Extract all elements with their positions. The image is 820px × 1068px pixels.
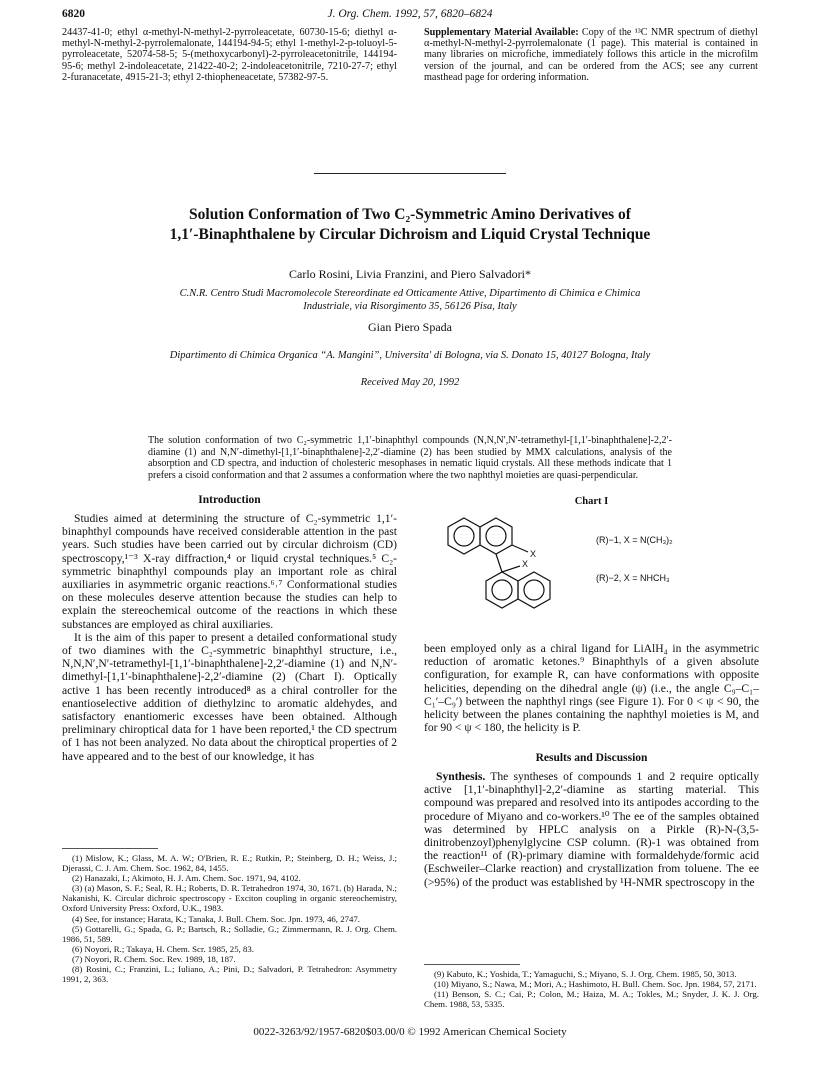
substituent-x-upper: X <box>530 549 537 559</box>
lower-aromatic-left <box>492 580 512 600</box>
synthesis-label: Synthesis. <box>436 770 486 783</box>
footnote: (4) See, for instance; Harata, K.; Tanaka, J. Bull. Chem. Soc. Jpn. 1973, 46, 2747. <box>72 913 360 924</box>
supplementary-label: Supplementary Material Available: <box>424 27 579 38</box>
footnote: (2) Hanazaki, I.; Akimoto, H. J. Am. Chem. Soc. 1971, 94, 4102. <box>72 873 301 884</box>
authors-primary: Carlo Rosini, Livia Franzini, and Piero Salvadori* <box>289 267 531 281</box>
footnote: (10) Miyano, S.; Nawa, M.; Mori, A.; Hashimoto, H. Bull. Chem. Soc. Jpn. 1984, 57, 2171. <box>434 979 757 990</box>
synthesis-text: The syntheses of compounds 1 and 2 require optically active [1,1′-binaphthyl]-2,2′-diamine as starting material. This compound was prepared and resolved into its antipodes according to the procedure of Miyano and co-workers.¹⁰ The ee of the samples obtained was determined by HPLC analysis on a Pirkle (R)-N-(3,5-dinitrobenzoyl)phenylglycine CSP column. (R)-1 was obtained from the reaction¹¹ of (R)-primary diamine with formaldehyde/formic acid (Eschweiler–Clarke reaction) and crystallization from toluene. The ee (>95%) of the product was established by ¹H-NMR spectroscopy in the <box>424 770 759 889</box>
biaryl-bond <box>496 554 502 572</box>
substituent-x-lower: X <box>522 559 529 569</box>
results-heading: Results and Discussion <box>535 752 648 764</box>
chart-heading: Chart I <box>574 496 609 507</box>
binaphthyl-structure <box>440 510 580 628</box>
supplementary-text: Copy of the ¹³C NMR spectrum of diethyl α-methyl-N-methyl-2-pyrrolemalonate (1 page). This material is contained in many libraries on microfiche, immediately follows this article in the microfilm version of the journal, and can be ordered from the ACS; see any current masthead page for ordering information. <box>424 27 758 83</box>
lower-ring-right <box>518 572 550 608</box>
footnote: (6) Noyori, R.; Takaya, H. Chem. Scr. 1985, 25, 83. <box>72 943 254 954</box>
supplementary-material <box>424 27 758 83</box>
received-date: Received May 20, 1992 <box>360 377 460 388</box>
footnote: (1) Mislow, K.; Glass, M. A. W.; O'Brien, R. E.; Rutkin, P.; Steinberg, D. H.; Weiss, J.; Djerassi, C. J. Am. Chem. Soc. 1962, 84, 1455. <box>62 853 397 874</box>
title-line-1: Solution Conformation of Two C₂-Symmetric Amino Derivatives of <box>189 206 631 223</box>
page-number: 6820 <box>62 8 85 20</box>
chart-label-compound-1: (R)−1, X = N(CH₃)₂ <box>596 535 673 545</box>
intro-paragraph-1: Studies aimed at determining the structure of C₂-symmetric 1,1′-binaphthyl compounds have received considerable attention in the past years. Such studies have been carried out by circular dichroism (CD) spectroscopy,¹⁻³ X-ray diffraction,⁴ or liquid crystal techniques.⁵ C₂-symmetric binaphthyl compounds play an important role as chiral auxiliaries in asymmetric organic reactions.⁶˒⁷ Conformational studies on these molecules deserve attention because the studies can help to explain the stereochemical outcome of the reactions in which these substances are employed as chiral auxiliaries. <box>62 512 397 631</box>
abstract: The solution conformation of two C₂-symmetric 1,1′-binaphthyl compounds (N,N,N′,N′-tetramethyl-[1,1′-binaphthalene]-2,2′-diamine (1) and N,N′-dimethyl-[1,1′-binaphthalene]-2,2′-diamine (2) has been studied by MMX calculations, analysis of the absorption and CD spectra, and induction of cholesteric mesophases in nematic liquid crystals. All these methods indicate that 1 prefers a cisoid conformation and that 2 assumes a conformation where the two naphthyl moieties are quasi-perpendicular. <box>148 435 672 481</box>
affiliation-pisa-line-2: Industriale, via Risorgimento 35, 56126 Pisa, Italy <box>303 301 517 312</box>
footnote-rule-right <box>424 964 520 965</box>
authors-secondary: Gian Piero Spada <box>368 320 452 334</box>
upper-aromatic-left <box>454 526 474 546</box>
journal-header: J. Org. Chem. 1992, 57, 6820–6824 <box>327 8 493 20</box>
footnote-rule-left <box>62 848 158 849</box>
footnote: (8) Rosini, C.; Franzini, L.; Iuliano, A.; Pini, D.; Salvadori, P. Tetrahedron: Asymmetry 1991, 2, 363. <box>62 964 397 985</box>
substituent-bond-upper <box>512 545 528 552</box>
introduction-body <box>62 512 397 763</box>
upper-ring-left <box>448 518 480 554</box>
upper-ring-right <box>480 518 512 554</box>
upper-aromatic-right <box>486 526 506 546</box>
footnote: (9) Kabuto, K.; Yoshida, T.; Yamaguchi, S.; Miyano, S. J. Org. Chem. 1985, 50, 3013. <box>434 969 737 979</box>
lower-ring-left <box>486 572 518 608</box>
footnote: (11) Benson, S. C.; Cai, P.; Colon, M.; Haiza, M. A.; Tokles, M.; Snyder, J. K. J. Org. Chem. 1988, 53, 5335. <box>424 989 759 1010</box>
footnote: (7) Noyori, R. Chem. Soc. Rev. 1989, 18, 187. <box>72 953 236 964</box>
substituent-bond-lower <box>502 566 520 572</box>
right-paragraph-1: been employed only as a chiral ligand for LiAlH₄ in the asymmetric reduction of aromatic ketones.⁹ Binaphthyls of a given absolute configuration, for example R, can have conformations with opposite helicities, depending on the dihedral angle (ψ) (i.e., the angle C₉–C₁–C₁′–C₉′) between the naphthyl rings (see Figure 1). For 0 < ψ < 90, the helicity between the planes containing the naphthyl moieties is M, and for 90 < ψ < 180, the helicity is P. <box>424 642 759 735</box>
introduction-heading: Introduction <box>198 494 261 506</box>
affiliation-pisa <box>90 287 730 313</box>
footnote: (5) Gottarelli, G.; Spada, G. P.; Bartsch, R.; Solladie, G.; Zimmermann, R. J. Org. Chem. 1986, 51, 589. <box>62 923 397 944</box>
footnote: (3) (a) Mason, S. F.; Seal, R. H.; Roberts, D. R. Tetrahedron 1974, 30, 1671. (b) Harada, N.; Nakanishi, K. Circular dichroic spectroscopy - Exciton coupling in organic stereochemistry, Oxford University Press: Oxford, U.K., 1983. <box>62 883 397 914</box>
chart-label-compound-2: (R)−2, X = NHCH₃ <box>596 573 670 583</box>
intro-paragraph-2: It is the aim of this paper to present a detailed conformational study of two diamines with the C₂-symmetric binaphthyl structure, i.e., N,N,N′,N′-tetramethyl-[1,1′-binaphthalene]-2,2′-diamine (1) and N,N′-dimethyl-[1,1′-binaphthalene]-2,2′-diamine (2) (Chart I). Optically active 1 has been recently introduced⁸ as a chiral controller for the enantioselective addition of diethylzinc to aromatic aldehydes, and satisfactory enantiomeric excesses have been obtained. Although preliminary chiroptical data for 1 have been reported,¹ the CD spectrum of 1 has not been analyzed. No data about the chiroptical properties of 2 have appeared and to the best of our knowledge, it has <box>62 630 397 763</box>
synthesis-section <box>424 770 759 889</box>
lower-aromatic-right <box>524 580 544 600</box>
registry-numbers-text <box>62 27 397 83</box>
registry-numbers: 24437-41-0; ethyl α-methyl-N-methyl-2-pyrroleacetate, 60730-15-6; diethyl α-methyl-N-methyl-2-pyrrolemalonate, 144194-94-5; ethyl 1-methyl-2-p-toluoyl-5-pyrroleacetate, 52074-58-5; 5-(methoxycarbonyl)-2-pyrroleacetonitrile, 144194-95-6; methyl 2-indoleacetate, 21422-40-2; 2-indoleacetonitrile, 7210-27-7; ethyl 2-furanacetate, 4915-21-3; ethyl 2-thiopheneacetate, 57382-97-5. <box>62 27 397 83</box>
article-title <box>80 205 740 245</box>
page-footer: 0022-3263/92/1957-6820$03.00/0 © 1992 American Chemical Society <box>253 1026 567 1038</box>
affiliation-pisa-line-1: C.N.R. Centro Studi Macromolecole Stereordinate ed Otticamente Attive, Dipartimento di Chimica e Chimica <box>179 288 641 299</box>
section-divider <box>314 173 506 174</box>
right-column-text <box>424 642 759 734</box>
title-line-2: 1,1′-Binaphthalene by Circular Dichroism and Liquid Crystal Technique <box>169 226 651 243</box>
footnotes-right <box>424 969 759 1009</box>
affiliation-bologna: Dipartimento di Chimica Organica “A. Mangini”, Universita′ di Bologna, via S. Donato 15, 40127 Bologna, Italy <box>169 350 651 361</box>
footnotes-left <box>62 853 397 984</box>
